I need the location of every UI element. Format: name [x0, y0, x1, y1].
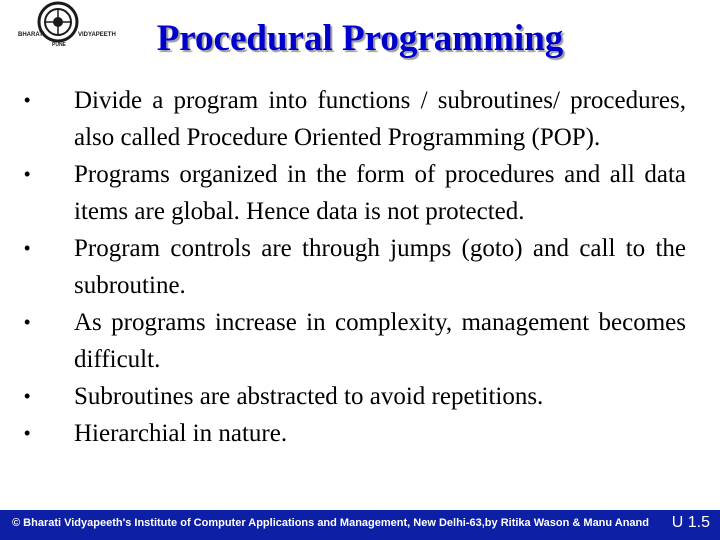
footer-bar — [0, 510, 720, 540]
bullet-text: Subroutines are abstracted to avoid repetitions. — [74, 383, 544, 410]
institute-logo — [0, 0, 116, 50]
bullet-item — [24, 415, 686, 452]
bullet-icon: • — [24, 312, 31, 332]
logo-left-text: BHARATI — [18, 32, 45, 38]
logo-right-text: VIDYAPEETH — [78, 32, 116, 38]
bullet-text: Hierarchial in nature. — [74, 420, 288, 447]
bullet-icon: • — [24, 386, 31, 406]
bullet-icon: • — [24, 164, 31, 184]
bullet-item — [24, 304, 686, 378]
bullet-text: Program controls are through jumps (goto) and call to the subroutine. — [74, 235, 686, 299]
bullet-list — [24, 82, 686, 452]
bullet-item — [24, 230, 686, 304]
bullet-item — [24, 378, 686, 415]
bullet-text: As programs increase in complexity, management becomes difficult. — [74, 309, 686, 373]
bullet-icon: • — [24, 238, 31, 258]
bullet-icon: • — [24, 423, 31, 443]
bullet-icon: • — [24, 90, 31, 110]
bullet-text: Programs organized in the form of procedures and all data items are global. Hence data is not protected. — [74, 161, 686, 225]
bullet-item — [24, 156, 686, 230]
bullet-item — [24, 82, 686, 156]
footer-copyright: © Bharati Vidyapeeth's Institute of Computer Applications and Management, New Delhi-63,by Ritika Wason & Manu Anand — [12, 517, 649, 529]
logo-bottom-text: PUNE — [52, 42, 66, 48]
bullet-text: Divide a program into functions / subroutines/ procedures, also called Procedure Oriented Programming (POP). — [74, 87, 686, 151]
slide-title: Procedural Programming — [156, 18, 564, 59]
page-number: U 1.5 — [671, 514, 710, 531]
